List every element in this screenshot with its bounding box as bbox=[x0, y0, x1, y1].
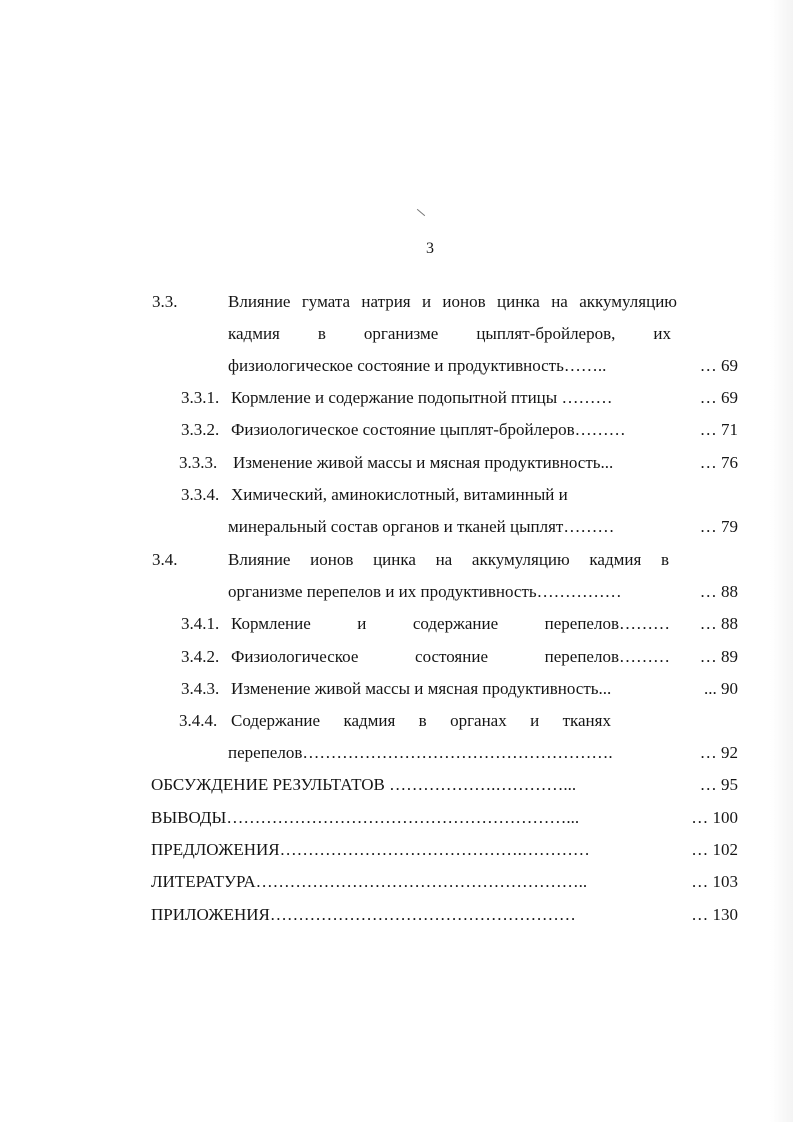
toc-entry-appendices: ПРИЛОЖЕНИЯ……………………………………………… bbox=[151, 905, 576, 924]
word: кадмия bbox=[589, 550, 642, 569]
toc-entry-conclusions: ВЫВОДЫ……………………………………………………... bbox=[151, 808, 580, 827]
toc-entry-title: Химический, аминокислотный, витаминный и bbox=[231, 485, 568, 504]
toc-entry-number: 3.4.4. bbox=[179, 711, 218, 730]
word: аккумуляцию bbox=[579, 292, 677, 311]
toc-page-ref: … 69 bbox=[699, 356, 738, 375]
page-number: 3 bbox=[426, 240, 434, 257]
toc-entry-number: 3.3.2. bbox=[181, 420, 220, 439]
word: в bbox=[660, 550, 669, 569]
word: Влияние bbox=[228, 292, 291, 311]
word: в bbox=[317, 324, 326, 343]
toc-entry-3-4-1 bbox=[181, 612, 670, 636]
toc-page-ref: … 100 bbox=[691, 808, 738, 827]
toc-page-ref: … 92 bbox=[699, 743, 738, 762]
word: перепелов……… bbox=[544, 614, 670, 633]
word: ионов bbox=[310, 550, 354, 569]
toc-entry-number: 3.4.2. bbox=[181, 647, 220, 666]
word: состояние bbox=[415, 647, 488, 666]
toc-page-ref: … 88 bbox=[699, 582, 738, 601]
toc-entry-title bbox=[231, 612, 670, 636]
word: натрия bbox=[361, 292, 411, 311]
word: аккумуляцию bbox=[471, 550, 570, 569]
toc-page-ref: … 88 bbox=[699, 614, 738, 633]
toc-page-ref: … 89 bbox=[699, 647, 738, 666]
word: в bbox=[418, 711, 427, 730]
toc-page-ref: … 102 bbox=[691, 840, 738, 859]
toc-entry-proposals: ПРЕДЛОЖЕНИЯ…………………………………….………… bbox=[151, 840, 590, 859]
word: кадмия bbox=[228, 324, 280, 343]
toc-entry-3-3-line1 bbox=[152, 290, 677, 314]
toc-entry-discussion: ОБСУЖДЕНИЕ РЕЗУЛЬТАТОВ ……………….…………... bbox=[151, 775, 577, 794]
word: органах bbox=[450, 711, 507, 730]
toc-entry-number: 3.3.4. bbox=[181, 485, 220, 504]
toc-page-ref: … 71 bbox=[699, 420, 738, 439]
toc-page-ref: … 69 bbox=[699, 388, 738, 407]
toc-entry-title: Кормление и содержание подопытной птицы ……… bbox=[231, 388, 613, 407]
word: содержание bbox=[412, 614, 499, 633]
toc-entry-3-4-4-line1 bbox=[179, 709, 611, 733]
toc-entry-3-4-line2: организме перепелов и их продуктивность…………… bbox=[228, 582, 622, 601]
word: организме bbox=[363, 324, 439, 343]
word: цыплят-бройлеров, bbox=[476, 324, 616, 343]
toc-entry-3-4-2 bbox=[181, 645, 670, 669]
toc-entry-number: 3.3.1. bbox=[181, 388, 220, 407]
word: тканях bbox=[562, 711, 611, 730]
toc-entry-3-4-line1 bbox=[152, 548, 669, 572]
word: цинка bbox=[497, 292, 540, 311]
toc-entry-title: Изменение живой массы и мясная продуктивность... bbox=[233, 453, 614, 472]
word: и bbox=[357, 614, 367, 633]
word: Физиологическое bbox=[231, 647, 359, 666]
toc-entry-number: 3.4.3. bbox=[181, 679, 220, 698]
word: гумата bbox=[301, 292, 351, 311]
word: на bbox=[551, 292, 568, 311]
toc-page-ref: … 130 bbox=[691, 905, 738, 924]
toc-entry-title: Физиологическое состояние цыплят-бройлеров……… bbox=[231, 420, 626, 439]
word: Влияние bbox=[228, 550, 291, 569]
toc-entry-literature: ЛИТЕРАТУРА………………………………………………….. bbox=[151, 872, 588, 891]
toc-entry-number: 3.3.3. bbox=[179, 453, 218, 472]
toc-entry-3-3-4-line2: минеральный состав органов и тканей цыплят……… bbox=[228, 517, 615, 536]
toc-entry-3-4-4-line2: перепелов………………………………………………. bbox=[228, 743, 613, 762]
toc-page-ref: … 103 bbox=[691, 872, 738, 891]
word: Содержание bbox=[231, 711, 321, 730]
toc-entry-number: 3.4.1. bbox=[181, 614, 220, 633]
word: и bbox=[421, 292, 432, 311]
word: кадмия bbox=[343, 711, 396, 730]
word: на bbox=[435, 550, 453, 569]
toc-entry-number: 3.3. bbox=[152, 292, 178, 311]
toc-entry-title: Изменение живой массы и мясная продуктивность... bbox=[231, 679, 612, 698]
toc-page-ref: ... 90 bbox=[704, 679, 738, 698]
word: перепелов……… bbox=[544, 647, 670, 666]
toc-entry-3-3-line2 bbox=[228, 322, 671, 346]
word: Кормление bbox=[231, 614, 311, 633]
toc-entry-3-3-line3: физиологическое состояние и продуктивность…….. bbox=[228, 356, 607, 375]
toc-entry-title bbox=[228, 290, 677, 314]
word: их bbox=[653, 324, 671, 343]
word: цинка bbox=[373, 550, 416, 569]
word: и bbox=[530, 711, 540, 730]
word: ионов bbox=[442, 292, 486, 311]
toc-page-ref: … 95 bbox=[699, 775, 738, 794]
toc-entry-title bbox=[228, 548, 669, 572]
toc-page-ref: … 79 bbox=[699, 517, 738, 536]
toc-entry-title bbox=[231, 709, 611, 733]
toc-page-ref: … 76 bbox=[699, 453, 738, 472]
toc-entry-number: 3.4. bbox=[152, 550, 178, 569]
toc-entry-title bbox=[231, 645, 670, 669]
